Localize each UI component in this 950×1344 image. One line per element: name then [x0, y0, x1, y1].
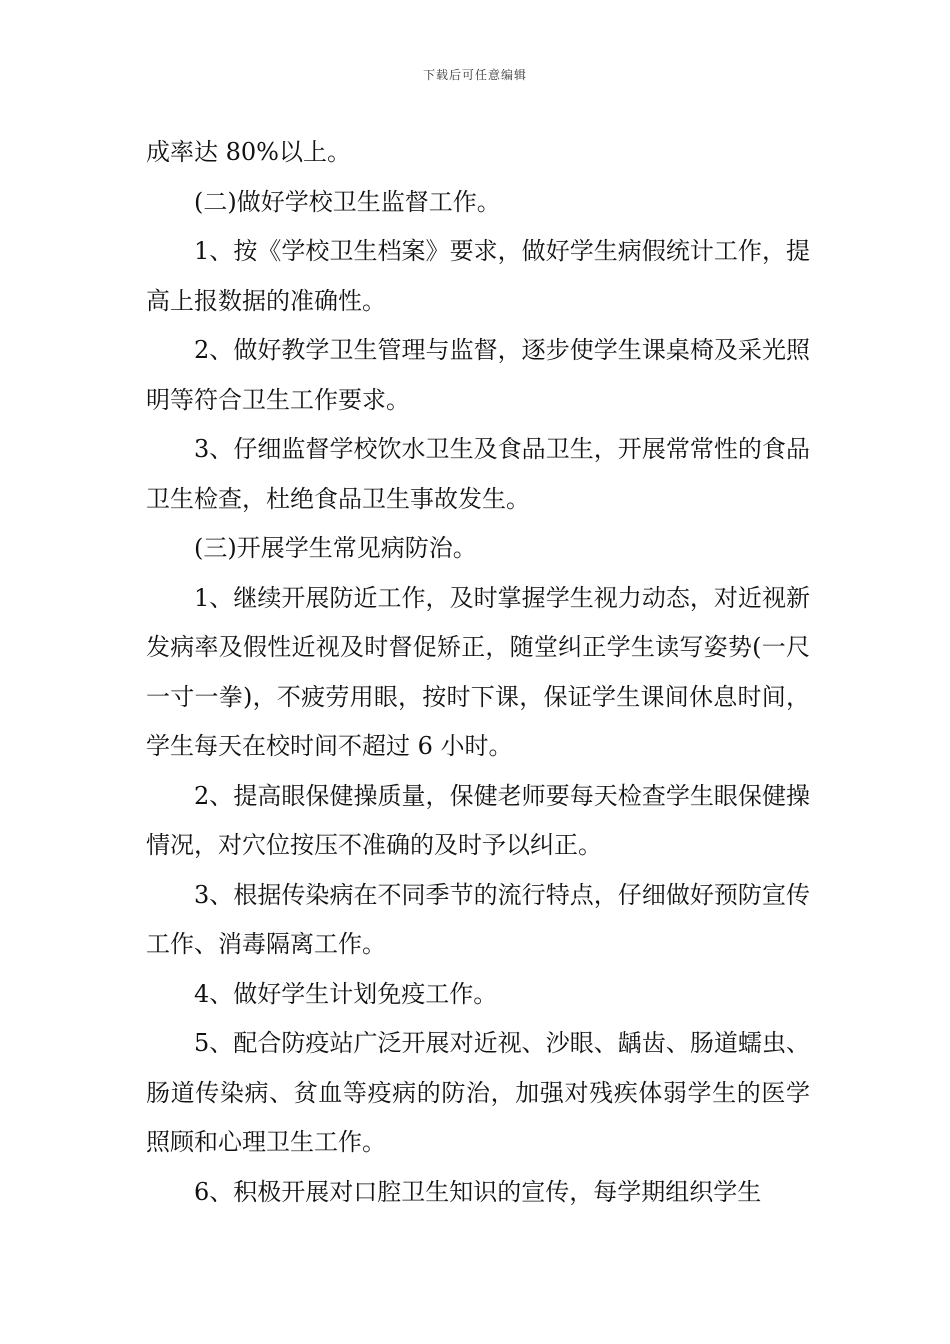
paragraph: 4、做好学生计划免疫工作。	[194, 979, 498, 1008]
page-header-note: 下载后可任意编辑	[422, 68, 527, 82]
paragraph: 3、仔细监督学校饮水卫生及食品卫生，开展常常性的食品卫生检查，杜绝食品卫生事故发生。	[146, 435, 810, 513]
paragraph: 1、按《学校卫生档案》要求，做好学生病假统计工作，提高上报数据的准确性。	[146, 237, 810, 315]
document-body	[146, 128, 810, 1217]
paragraph: 2、提高眼保健操质量，保健老师要每天检查学生眼保健操情况，对穴位按压不准确的及时予以纠正。	[146, 781, 810, 859]
section-heading: (二)做好学校卫生监督工作。	[194, 187, 501, 216]
paragraph: 1、继续开展防近工作，及时掌握学生视力动态，对近视新发病率及假性近视及时督促矫正，随堂纠正学生读写姿势(一尺一寸一拳)，不疲劳用眼，按时下课，保证学生课间休息时间，学生每天在校时间不超过 6 小时。	[146, 583, 810, 760]
paragraph: 2、做好教学卫生管理与监督，逐步使学生课桌椅及采光照明等符合卫生工作要求。	[146, 336, 810, 414]
paragraph: 6、积极开展对口腔卫生知识的宣传，每学期组织学生	[194, 1177, 762, 1206]
paragraph: 5、配合防疫站广泛开展对近视、沙眼、龋齿、肠道蠕虫、肠道传染病、贫血等疫病的防治，加强对残疾体弱学生的医学照顾和心理卫生工作。	[146, 1029, 810, 1156]
paragraph: 成率达 80%以上。	[146, 138, 351, 166]
section-heading: (三)开展学生常见病防治。	[194, 534, 477, 562]
paragraph: 3、根据传染病在不同季节的流行特点，仔细做好预防宣传工作、消毒隔离工作。	[146, 880, 810, 958]
